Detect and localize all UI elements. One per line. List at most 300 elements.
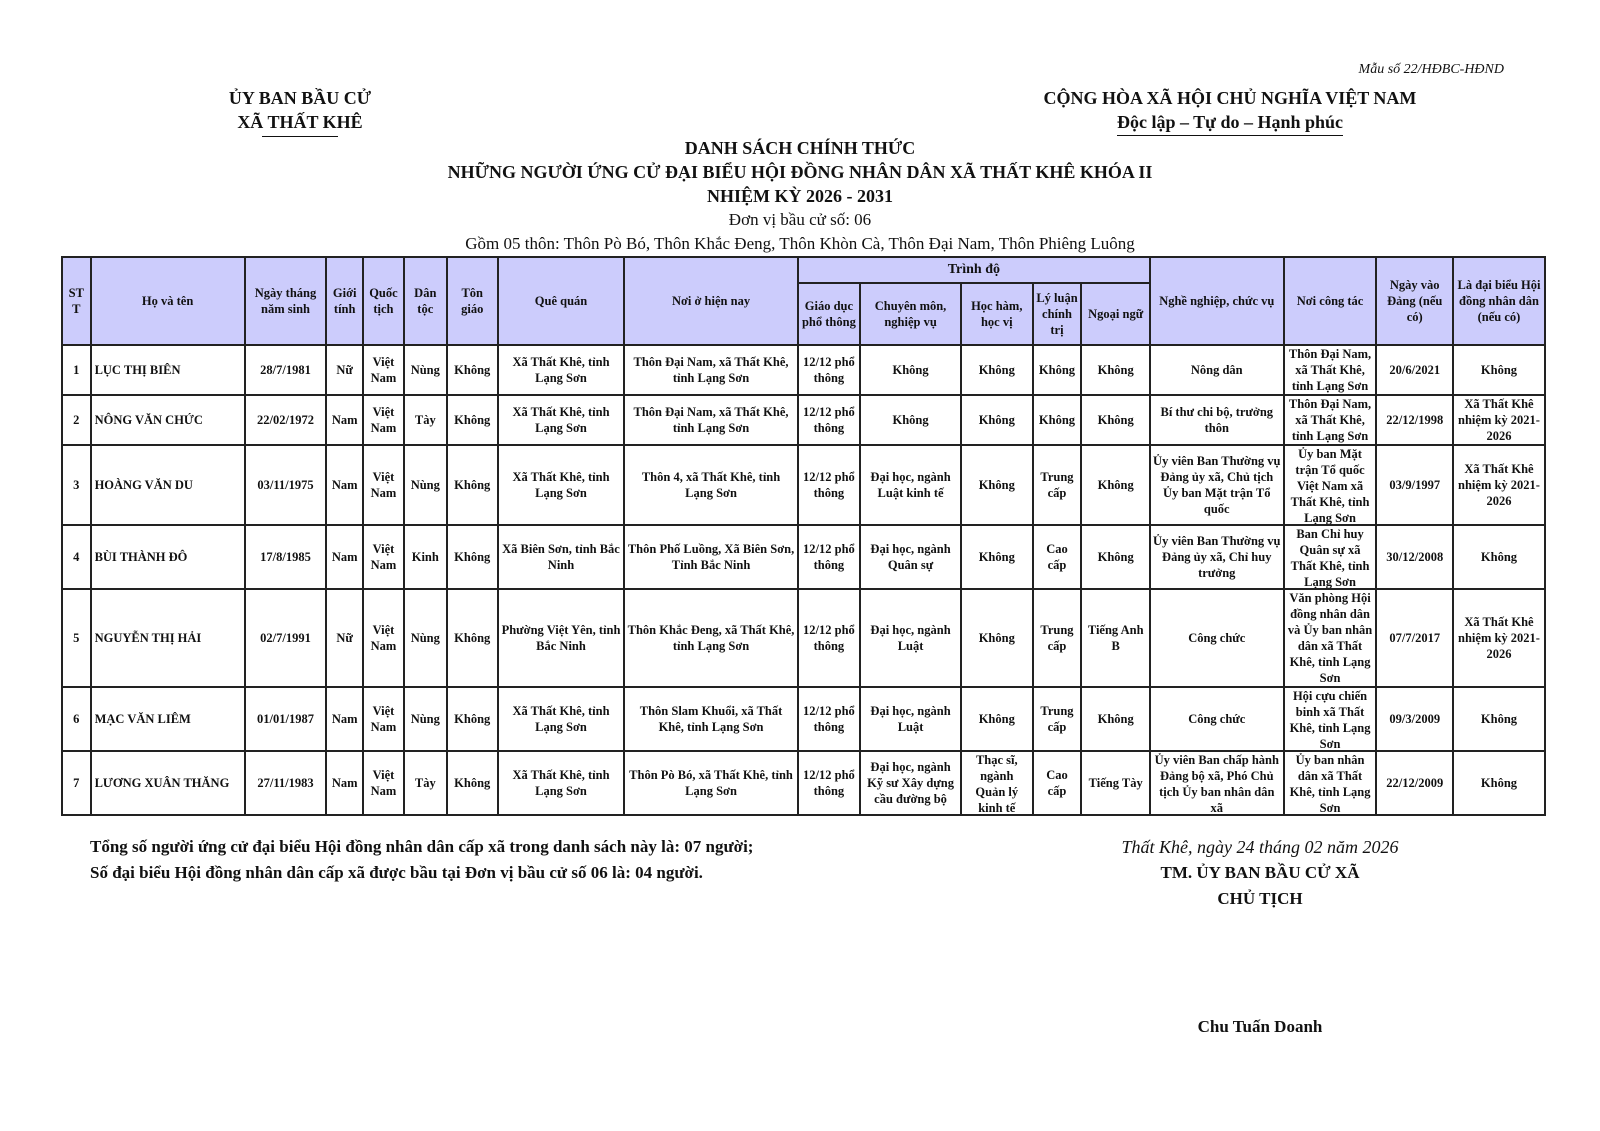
- cell-occupation: [1150, 445, 1284, 525]
- cell-text: Không: [1097, 478, 1134, 492]
- cell-text: 7: [73, 776, 80, 790]
- cell-occupation: [1150, 751, 1284, 815]
- cell-nationality: [363, 395, 404, 445]
- cell-text: Việt Nam: [370, 768, 397, 798]
- cell-text: NÔNG VĂN CHỨC: [94, 413, 203, 427]
- cell-residence: [624, 345, 798, 395]
- col-group-level: Trình độ: [798, 257, 1150, 283]
- cell-text: Đại học, ngành Luật: [870, 623, 951, 653]
- villages-list: Gồm 05 thôn: Thôn Pò Bó, Thôn Khắc Đeng, Thôn Khòn Cà, Thôn Đại Nam, Thôn Phiêng Luông: [465, 234, 1135, 253]
- cell-gender: [326, 525, 363, 589]
- cell-ethnicity: [404, 589, 447, 687]
- cell-delegate: [1453, 445, 1545, 525]
- cell-gender: [326, 395, 363, 445]
- cell-text: Thôn Phố Luồng, Xã Biên Sơn, Tỉnh Bắc Ninh: [627, 542, 795, 572]
- cell-political: [1033, 589, 1082, 687]
- cell-text: 22/12/1998: [1386, 413, 1444, 427]
- cell-text: Không: [892, 363, 929, 377]
- cell-text: 6: [73, 712, 80, 726]
- cell-religion: [447, 395, 498, 445]
- cell-workplace: [1284, 345, 1377, 395]
- col-residence: Nơi ở hiện nay: [624, 257, 798, 345]
- cell-text: Không: [978, 363, 1015, 377]
- cell-ethnicity: [404, 687, 447, 751]
- cell-text: 4: [73, 550, 80, 564]
- cell-text: Không: [454, 631, 491, 645]
- cell-text: Nam: [331, 776, 358, 790]
- cell-text: 03/11/1975: [257, 478, 314, 492]
- cell-text: Đại học, ngành Quân sự: [870, 542, 951, 572]
- cell-name: [91, 395, 245, 445]
- cell-occupation: [1150, 395, 1284, 445]
- cell-hometown: [498, 589, 625, 687]
- national-motto: Độc lập – Tự do – Hạnh phúc: [1117, 110, 1343, 136]
- cell-delegate: [1453, 687, 1545, 751]
- cell-stt: [62, 525, 91, 589]
- cell-text: Nông dân: [1190, 363, 1243, 377]
- cell-text: Nam: [331, 478, 358, 492]
- cell-text: Hội cựu chiến binh xã Thất Khê, tỉnh Lạng Sơn: [1289, 689, 1371, 750]
- cell-text: Nùng: [410, 712, 440, 726]
- cell-workplace: [1284, 751, 1377, 815]
- table-row: [62, 751, 1545, 815]
- cell-name: [91, 751, 245, 815]
- cell-hometown: [498, 751, 625, 815]
- cell-nationality: [363, 445, 404, 525]
- cell-text: LỤC THỊ BIÊN: [94, 363, 181, 377]
- cell-text: Không: [892, 413, 929, 427]
- cell-specialty: [860, 525, 961, 589]
- on-behalf: TM. ỦY BAN BẦU CỬ XÃ: [1160, 863, 1360, 882]
- table-row: [62, 525, 1545, 589]
- cell-text: Công chức: [1188, 631, 1246, 645]
- cell-text: MẠC VĂN LIÊM: [94, 712, 191, 726]
- cell-text: Thạc sĩ, ngành Quản lý kinh tế: [975, 753, 1019, 814]
- col-party-date: Ngày vào Đảng (nếu có): [1376, 257, 1453, 345]
- cell-stt: [62, 445, 91, 525]
- cell-text: Thôn Khắc Đeng, xã Thất Khê, tỉnh Lạng Sơn: [627, 623, 795, 653]
- cell-specialty: [860, 687, 961, 751]
- title-line3: NHIỆM KỲ 2026 - 2031: [707, 186, 893, 206]
- national-block: [1000, 86, 1460, 136]
- cell-text: Xã Thất Khê nhiệm kỳ 2021-2026: [1458, 615, 1540, 661]
- cell-text: 20/6/2021: [1389, 363, 1441, 377]
- cell-text: Tày: [414, 776, 436, 790]
- cell-text: Ủy viên Ban Thường vụ Đảng ủy xã, Chỉ huy trưởng: [1153, 534, 1281, 580]
- col-nationality: Quốc tịch: [363, 257, 404, 345]
- cell-party-date: [1376, 751, 1453, 815]
- cell-specialty: [860, 445, 961, 525]
- cell-text: Việt Nam: [370, 704, 397, 734]
- col-ethnicity: Dân tộc: [404, 257, 447, 345]
- col-delegate: Là đại biểu Hội đồng nhân dân (nếu có): [1453, 257, 1545, 345]
- summary-block: [90, 834, 753, 886]
- cell-dob: [245, 345, 327, 395]
- cell-text: Không: [1097, 413, 1134, 427]
- cell-text: 12/12 phổ thông: [803, 623, 855, 653]
- cell-political: [1033, 687, 1082, 751]
- signer-position: CHỦ TỊCH: [1217, 889, 1303, 908]
- cell-political: [1033, 525, 1082, 589]
- cell-text: Nùng: [410, 478, 440, 492]
- col-hometown: Quê quán: [498, 257, 625, 345]
- cell-text: HOÀNG VĂN DU: [94, 478, 193, 492]
- cell-political: [1033, 395, 1082, 445]
- cell-name: [91, 589, 245, 687]
- cell-text: 3: [73, 478, 80, 492]
- cell-stt: [62, 589, 91, 687]
- cell-text: Nam: [331, 712, 358, 726]
- cell-residence: [624, 589, 798, 687]
- cell-text: Đại học, ngành Luật kinh tế: [870, 470, 951, 500]
- cell-religion: [447, 751, 498, 815]
- cell-language: [1081, 751, 1149, 815]
- cell-text: 01/01/1987: [257, 712, 314, 726]
- cell-text: Đại học, ngành Luật: [870, 704, 951, 734]
- cell-delegate: [1453, 345, 1545, 395]
- cell-text: BÙI THÀNH ĐÔ: [94, 550, 188, 564]
- cell-language: [1081, 589, 1149, 687]
- cell-delegate: [1453, 751, 1545, 815]
- cell-party-date: [1376, 445, 1453, 525]
- cell-academic: [961, 589, 1032, 687]
- cell-text: Xã Thất Khê nhiệm kỳ 2021-2026: [1458, 462, 1540, 508]
- table-row: [62, 345, 1545, 395]
- cell-name: [91, 345, 245, 395]
- cell-stt: [62, 395, 91, 445]
- cell-text: Văn phòng Hội đồng nhân dân và Ủy ban nhân dân xã Thất Khê, tỉnh Lạng Sơn: [1287, 591, 1373, 685]
- cell-academic: [961, 445, 1032, 525]
- cell-ethnicity: [404, 751, 447, 815]
- cell-residence: [624, 525, 798, 589]
- cell-text: Xã Thất Khê, tỉnh Lạng Sơn: [512, 768, 610, 798]
- cell-text: 12/12 phổ thông: [803, 768, 855, 798]
- cell-dob: [245, 395, 327, 445]
- cell-ethnicity: [404, 445, 447, 525]
- col-name: Họ và tên: [91, 257, 245, 345]
- cell-general-edu: [798, 345, 860, 395]
- cell-dob: [245, 589, 327, 687]
- cell-hometown: [498, 395, 625, 445]
- col-specialty: Chuyên môn, nghiệp vụ: [860, 283, 961, 345]
- cell-text: 09/3/2009: [1389, 712, 1441, 726]
- cell-text: Nữ: [336, 631, 353, 645]
- cell-text: Ủy ban nhân dân xã Thất Khê, tỉnh Lạng Sơn: [1289, 753, 1371, 814]
- cell-text: Không: [1097, 712, 1134, 726]
- cell-text: Không: [1038, 413, 1076, 427]
- cell-text: 12/12 phổ thông: [803, 355, 855, 385]
- issuer-line1: ỦY BAN BẦU CỬ: [228, 88, 372, 108]
- summary-total: Tổng số người ứng cử đại biểu Hội đồng nhân dân cấp xã trong danh sách này là: 07 người;: [90, 837, 754, 856]
- cell-text: 5: [73, 631, 80, 645]
- cell-text: Trung cấp: [1040, 623, 1074, 653]
- cell-text: Không: [1480, 776, 1518, 790]
- cell-workplace: [1284, 687, 1377, 751]
- cell-text: Tày: [414, 413, 436, 427]
- cell-text: Thôn Pò Bó, xã Thất Khê, tỉnh Lạng Sơn: [629, 768, 793, 798]
- cell-ethnicity: [404, 395, 447, 445]
- cell-name: [91, 445, 245, 525]
- cell-text: Cao cấp: [1046, 542, 1068, 572]
- cell-text: Tiếng Anh B: [1087, 623, 1144, 653]
- cell-text: Thôn Đại Nam, xã Thất Khê, tỉnh Lạng Sơn: [1288, 347, 1372, 393]
- cell-workplace: [1284, 445, 1377, 525]
- cell-text: Không: [978, 413, 1015, 427]
- cell-text: Không: [978, 478, 1015, 492]
- cell-general-edu: [798, 395, 860, 445]
- cell-gender: [326, 687, 363, 751]
- cell-religion: [447, 445, 498, 525]
- cell-text: Xã Thất Khê, tỉnh Lạng Sơn: [512, 355, 610, 385]
- cell-name: [91, 687, 245, 751]
- table-row: [62, 687, 1545, 751]
- cell-text: Bí thư chi bộ, trưởng thôn: [1160, 405, 1274, 435]
- cell-text: Không: [1097, 363, 1134, 377]
- cell-text: Không: [1480, 363, 1518, 377]
- cell-text: 03/9/1997: [1389, 478, 1441, 492]
- cell-hometown: [498, 525, 625, 589]
- cell-text: Ủy ban Mặt trận Tổ quốc Việt Nam xã Thất Khê, tỉnh Lạng Sơn: [1290, 447, 1370, 524]
- place-date: Thất Khê, ngày 24 tháng 02 năm 2026: [1121, 837, 1399, 857]
- table-row: [62, 445, 1545, 525]
- col-political: Lý luận chính trị: [1033, 283, 1082, 345]
- cell-specialty: [860, 589, 961, 687]
- cell-text: 02/7/1991: [260, 631, 311, 645]
- cell-text: Tiếng Tày: [1088, 776, 1143, 790]
- cell-text: LƯƠNG XUÂN THĂNG: [94, 776, 230, 790]
- cell-religion: [447, 687, 498, 751]
- cell-text: Thôn Đại Nam, xã Thất Khê, tỉnh Lạng Sơn: [1288, 397, 1372, 443]
- cell-specialty: [860, 751, 961, 815]
- cell-political: [1033, 445, 1082, 525]
- cell-text: 28/7/1981: [260, 363, 311, 377]
- signature-block: [1060, 834, 1460, 912]
- cell-ethnicity: [404, 525, 447, 589]
- cell-text: Đại học, ngành Kỹ sư Xây dựng cầu đường bộ: [867, 760, 954, 806]
- cell-specialty: [860, 345, 961, 395]
- candidate-rows: [62, 345, 1545, 815]
- signer-name: Chu Tuấn Doanh: [1197, 1017, 1323, 1036]
- cell-language: [1081, 395, 1149, 445]
- cell-text: Không: [454, 776, 491, 790]
- cell-dob: [245, 687, 327, 751]
- issuer-line2: XÃ THẤT KHÊ: [237, 112, 363, 132]
- form-number: Mẫu số 22/HĐBC-HĐND: [1358, 62, 1504, 77]
- cell-text: Thôn Slam Khuổi, xã Thất Khê, tỉnh Lạng Sơn: [639, 704, 783, 734]
- cell-delegate: [1453, 395, 1545, 445]
- cell-academic: [961, 525, 1032, 589]
- cell-nationality: [363, 751, 404, 815]
- cell-religion: [447, 589, 498, 687]
- cell-text: Không: [454, 478, 491, 492]
- cell-residence: [624, 445, 798, 525]
- cell-text: Việt Nam: [370, 542, 397, 572]
- cell-hometown: [498, 445, 625, 525]
- cell-text: Nam: [331, 413, 358, 427]
- cell-political: [1033, 345, 1082, 395]
- cell-text: Ủy viên Ban chấp hành Đảng bộ xã, Phó Chủ tịch Ủy ban nhân dân xã: [1154, 753, 1279, 814]
- cell-text: Không: [454, 712, 491, 726]
- cell-language: [1081, 445, 1149, 525]
- cell-general-edu: [798, 687, 860, 751]
- cell-hometown: [498, 687, 625, 751]
- cell-language: [1081, 345, 1149, 395]
- cell-dob: [245, 751, 327, 815]
- cell-delegate: [1453, 589, 1545, 687]
- col-general-edu: Giáo dục phổ thông: [798, 283, 860, 345]
- cell-text: Không: [1480, 550, 1518, 564]
- cell-text: Không: [1480, 712, 1518, 726]
- cell-text: 17/8/1985: [260, 550, 311, 564]
- cell-residence: [624, 395, 798, 445]
- cell-text: Trung cấp: [1040, 704, 1074, 734]
- cell-text: Không: [454, 550, 491, 564]
- cell-nationality: [363, 589, 404, 687]
- cell-specialty: [860, 395, 961, 445]
- cell-language: [1081, 525, 1149, 589]
- col-religion: Tôn giáo: [447, 257, 498, 345]
- cell-text: Việt Nam: [370, 405, 397, 435]
- cell-party-date: [1376, 525, 1453, 589]
- cell-residence: [624, 751, 798, 815]
- candidate-table: [61, 256, 1546, 816]
- cell-text: Không: [978, 550, 1015, 564]
- cell-academic: [961, 395, 1032, 445]
- cell-text: Nam: [331, 550, 358, 564]
- cell-text: Kinh: [411, 550, 439, 564]
- cell-stt: [62, 345, 91, 395]
- cell-gender: [326, 345, 363, 395]
- cell-text: 12/12 phổ thông: [803, 470, 855, 500]
- cell-gender: [326, 751, 363, 815]
- cell-general-edu: [798, 751, 860, 815]
- cell-academic: [961, 687, 1032, 751]
- cell-gender: [326, 589, 363, 687]
- title-line2: NHỮNG NGƯỜI ỨNG CỬ ĐẠI BIỂU HỘI ĐỒNG NHÂN DÂN XÃ THẤT KHÊ KHÓA II: [447, 162, 1153, 182]
- cell-gender: [326, 445, 363, 525]
- cell-academic: [961, 345, 1032, 395]
- cell-political: [1033, 751, 1082, 815]
- cell-general-edu: [798, 445, 860, 525]
- cell-text: Phường Việt Yên, tỉnh Bắc Ninh: [501, 623, 621, 653]
- col-language: Ngoại ngữ: [1081, 283, 1149, 345]
- cell-text: Ban Chỉ huy Quân sự xã Thất Khê, tỉnh Lạng Sơn: [1290, 527, 1370, 588]
- cell-workplace: [1284, 525, 1377, 589]
- electoral-unit: Đơn vị bầu cử số: 06: [728, 210, 872, 229]
- cell-text: Việt Nam: [370, 623, 397, 653]
- cell-text: Việt Nam: [370, 470, 397, 500]
- cell-party-date: [1376, 395, 1453, 445]
- cell-occupation: [1150, 525, 1284, 589]
- cell-general-edu: [798, 525, 860, 589]
- cell-text: 22/12/2009: [1386, 776, 1444, 790]
- cell-text: 27/11/1983: [257, 776, 314, 790]
- cell-nationality: [363, 687, 404, 751]
- cell-dob: [245, 445, 327, 525]
- cell-text: 22/02/1972: [257, 413, 314, 427]
- cell-text: Xã Thất Khê, tỉnh Lạng Sơn: [512, 470, 610, 500]
- cell-text: Nùng: [410, 631, 440, 645]
- cell-hometown: [498, 345, 625, 395]
- col-stt: ST T: [62, 257, 91, 345]
- national-name: CỘNG HÒA XÃ HỘI CHỦ NGHĨA VIỆT NAM: [1043, 88, 1417, 108]
- cell-nationality: [363, 525, 404, 589]
- cell-text: NGUYỄN THỊ HẢI: [94, 631, 202, 645]
- cell-text: 2: [73, 413, 80, 427]
- cell-text: Không: [1038, 363, 1076, 377]
- cell-text: 30/12/2008: [1386, 550, 1444, 564]
- cell-text: Xã Thất Khê, tỉnh Lạng Sơn: [512, 405, 610, 435]
- cell-text: Không: [454, 363, 491, 377]
- cell-religion: [447, 525, 498, 589]
- cell-text: Cao cấp: [1046, 768, 1068, 798]
- cell-delegate: [1453, 525, 1545, 589]
- cell-ethnicity: [404, 345, 447, 395]
- cell-stt: [62, 687, 91, 751]
- cell-occupation: [1150, 345, 1284, 395]
- cell-text: Xã Thất Khê, tỉnh Lạng Sơn: [512, 704, 610, 734]
- cell-text: 07/7/2017: [1389, 631, 1441, 645]
- cell-academic: [961, 751, 1032, 815]
- cell-text: 12/12 phổ thông: [803, 704, 855, 734]
- document-title: [0, 136, 1600, 256]
- col-occupation: Nghề nghiệp, chức vụ: [1150, 257, 1284, 345]
- cell-text: Nùng: [410, 363, 440, 377]
- col-workplace: Nơi công tác: [1284, 257, 1377, 345]
- table-row: [62, 395, 1545, 445]
- cell-nationality: [363, 345, 404, 395]
- cell-text: 12/12 phổ thông: [803, 405, 855, 435]
- cell-text: Xã Biên Sơn, tỉnh Bắc Ninh: [502, 542, 620, 572]
- cell-general-edu: [798, 589, 860, 687]
- cell-text: Thôn 4, xã Thất Khê, tỉnh Lạng Sơn: [641, 470, 781, 500]
- cell-residence: [624, 687, 798, 751]
- col-dob: Ngày tháng năm sinh: [245, 257, 327, 345]
- cell-workplace: [1284, 395, 1377, 445]
- cell-party-date: [1376, 345, 1453, 395]
- summary-elected: Số đại biểu Hội đồng nhân dân cấp xã được bầu tại Đơn vị bầu cử số 06 là: 04 người.: [90, 863, 703, 882]
- cell-text: Ủy viên Ban Thường vụ Đảng ủy xã, Chủ tịch Ủy ban Mặt trận Tổ quốc: [1153, 454, 1281, 516]
- cell-workplace: [1284, 589, 1377, 687]
- cell-party-date: [1376, 687, 1453, 751]
- col-academic: Học hàm, học vị: [961, 283, 1032, 345]
- cell-religion: [447, 345, 498, 395]
- title-line1: DANH SÁCH CHÍNH THỨC: [684, 138, 916, 158]
- cell-text: Xã Thất Khê nhiệm kỳ 2021-2026: [1458, 397, 1540, 443]
- cell-party-date: [1376, 589, 1453, 687]
- cell-text: Trung cấp: [1040, 470, 1074, 500]
- cell-text: 1: [73, 363, 80, 377]
- issuer-block: [150, 86, 450, 137]
- cell-text: Thôn Đại Nam, xã Thất Khê, tỉnh Lạng Sơn: [633, 355, 789, 385]
- cell-language: [1081, 687, 1149, 751]
- cell-text: Nữ: [336, 363, 353, 377]
- cell-text: Công chức: [1188, 712, 1246, 726]
- cell-dob: [245, 525, 327, 589]
- cell-name: [91, 525, 245, 589]
- table-row: [62, 589, 1545, 687]
- cell-text: Thôn Đại Nam, xã Thất Khê, tỉnh Lạng Sơn: [633, 405, 789, 435]
- cell-occupation: [1150, 589, 1284, 687]
- cell-stt: [62, 751, 91, 815]
- cell-text: Việt Nam: [370, 355, 397, 385]
- col-gender: Giới tính: [326, 257, 363, 345]
- cell-text: Không: [978, 712, 1015, 726]
- cell-text: Không: [1097, 550, 1134, 564]
- cell-occupation: [1150, 687, 1284, 751]
- cell-text: 12/12 phổ thông: [803, 542, 855, 572]
- cell-text: Không: [454, 413, 491, 427]
